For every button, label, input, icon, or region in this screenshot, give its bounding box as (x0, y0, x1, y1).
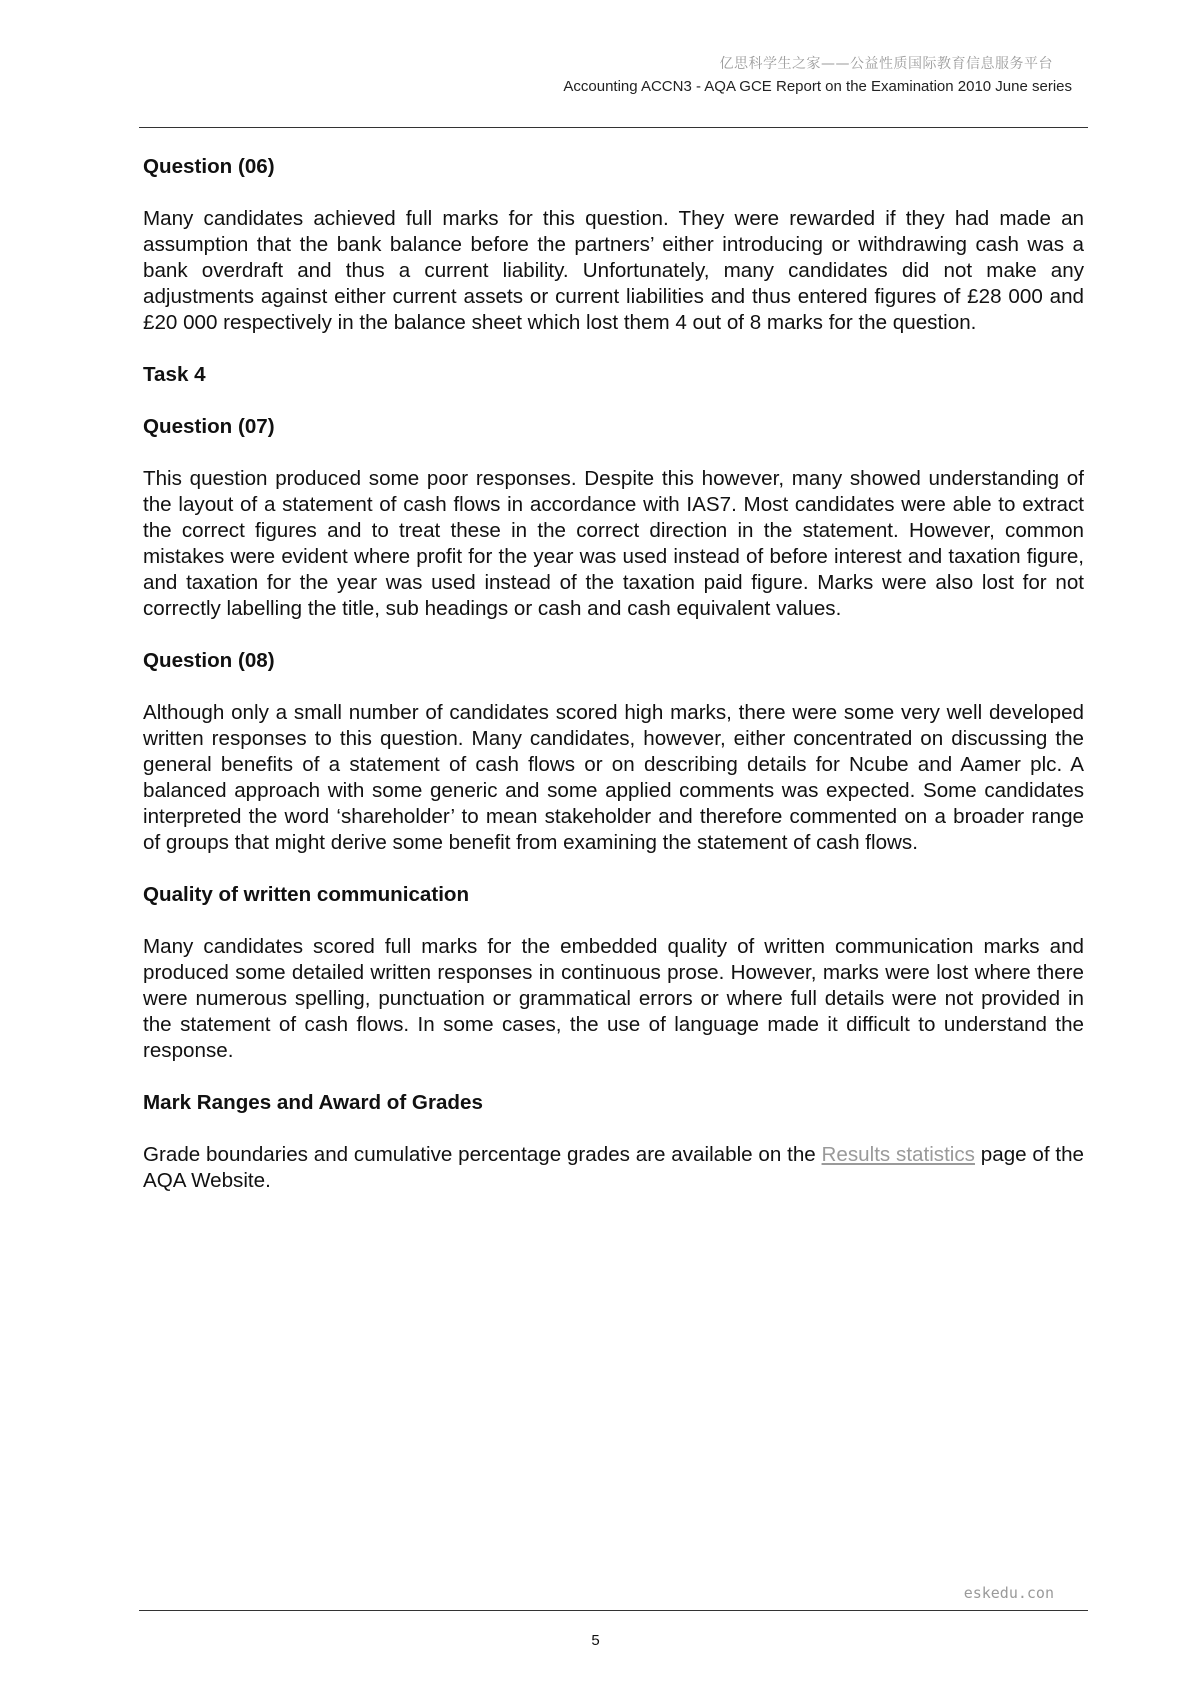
grades-text (143, 1142, 1084, 1194)
grades-text-before: Grade boundaries and cumulative percentage grades are available on the (143, 1143, 822, 1166)
footer-watermark: eskedu.con (963, 1584, 1054, 1602)
page-number: 5 (591, 1632, 600, 1649)
header-watermark: 亿思科学生之家——公益性质国际教育信息服务平台 (719, 56, 1053, 72)
task-4-heading: Task 4 (143, 363, 206, 386)
question-06-text: Many candidates achieved full marks for this question. They were rewarded if they had made an assumption that the bank balance before the partners’ either introducing or withdrawing cash was a bank overdraft and thus a current liability. Unfortunately, many candidates did not make any adjustments against either current assets or current liabilities and thus entered figures of £28 000 and £20 000 respectively in the balance sheet which lost them 4 out of 8 marks for the question. (143, 207, 1084, 334)
question-08-text: Although only a small number of candidates scored high marks, there were some very well developed written responses to this question. Many candidates, however, either concentrated on discussing the general benefits of a statement of cash flows or on describing details for Ncube and Aamer plc. A balanced approach with some generic and some applied comments was expected. Some candidates interpreted the word ‘shareholder’ to mean stakeholder and therefore commented on a broader range of groups that might derive some benefit from examining the statement of cash flows. (143, 701, 1084, 854)
question-07-text: This question produced some poor responses. Despite this however, many showed understanding of the layout of a statement of cash flows in accordance with IAS7. Most candidates were able to extract the correct figures and to treat these in the correct direction in the statement. However, common mistakes were evident where profit for the year was used instead of before interest and taxation figure, and taxation for the year was used instead of the taxation paid figure. Marks were also lost for not correctly labelling the title, sub headings or cash and cash equivalent values. (143, 467, 1084, 620)
qwc-heading: Quality of written communication (143, 883, 470, 906)
footer-divider (139, 1610, 1088, 1611)
report-body (143, 154, 1084, 1220)
qwc-text: Many candidates scored full marks for the embedded quality of written communication marks and produced some detailed written responses in continuous prose. However, marks were lost where there were numerous spelling, punctuation or grammatical errors or where full details were not provided in the statement of cash flows. In some cases, the use of language made it difficult to understand the response. (143, 935, 1084, 1062)
question-06-heading: Question (06) (143, 155, 275, 178)
question-08-heading: Question (08) (143, 649, 275, 672)
grades-heading: Mark Ranges and Award of Grades (143, 1091, 483, 1114)
document-header: Accounting ACCN3 - AQA GCE Report on the Examination 2010 June series (563, 78, 1072, 95)
question-07-heading: Question (07) (143, 415, 275, 438)
header-divider (139, 127, 1088, 128)
grades-text-after: page of the AQA Website. (143, 1143, 1084, 1192)
results-statistics-link[interactable]: Results statistics (821, 1143, 975, 1166)
